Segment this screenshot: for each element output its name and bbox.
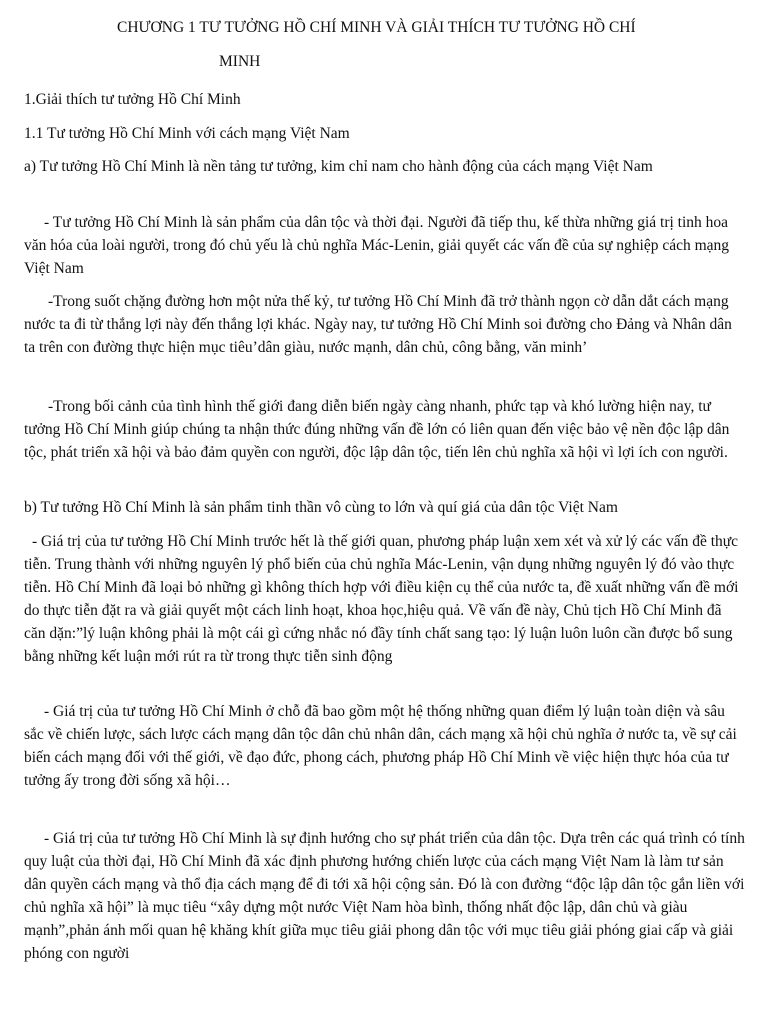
paragraph-b2: - Giá trị của tư tưởng Hồ Chí Minh ở chỗ đã bao gồm một hệ thống những quan điểm lý luận toàn diện và sâu sắc về chiến lược, sách lược cách mạng dân tộc dân chủ nhân dân, cách mạng xã hội chủ nghĩa ở nước ta, về sự cải biến cách mạng đối với thế giới, về đạo đức, phong cách, phương pháp Hồ Chí Minh về việc hiện thực hóa của tư tưởng ấy trong đời sống xã hội… <box>24 703 737 789</box>
list-item-a: a) Tư tưởng Hồ Chí Minh là nền tảng tư tưởng, kim chỉ nam cho hành động của cách mạng Việt Nam <box>24 158 653 175</box>
section-heading-1-1: 1.1 Tư tưởng Hồ Chí Minh với cách mạng Việt Nam <box>24 125 350 142</box>
chapter-title-line-1: CHƯƠNG 1 TƯ TƯỞNG HỒ CHÍ MINH VÀ GIẢI THÍCH TƯ TƯỞNG HỒ CHÍ <box>117 19 636 36</box>
list-item-b: b) Tư tưởng Hồ Chí Minh là sản phẩm tinh thần vô cùng to lớn và quí giá của dân tộc Việt Nam <box>24 499 618 516</box>
paragraph-a2: -Trong suốt chặng đường hơn một nửa thế kỷ, tư tưởng Hồ Chí Minh đã trở thành ngọn cờ dẫn dắt cách mạng nước ta đi từ thắng lợi này đến thắng lợi khác. Ngày nay, tư tưởng Hồ Chí Minh soi đường cho Đảng và Nhân dân ta trên con đường thực hiện mục tiêu’dân giàu, nước mạnh, dân chủ, công bằng, văn minh’ <box>24 293 732 356</box>
chapter-title-line-2: MINH <box>219 53 261 70</box>
paragraph-b1: - Giá trị của tư tưởng Hồ Chí Minh trước hết là thế giới quan, phương pháp luận xem xét và xử lý các vấn đề thực tiễn. Trung thành với những nguyên lý phổ biến của chủ nghĩa Mác-Lenin, vận dụng những nguyên lý đó vào thực tiễn. Hồ Chí Minh đã loại bỏ những gì không thích hợp với điều kiện cụ thể của nước ta, đề xuất những vấn đề mới do thực tiễn đặt ra và giải quyết một cách linh hoạt, khoa học,hiệu quả. Về vấn đề này, Chủ tịch Hồ Chí Minh đã căn dặn:”lý luận không phải là một cái gì cứng nhắc nó đầy tính chất sang tạo: lý luận luôn luôn cần được bổ sung bằng những kết luận mới rút ra từ trong thực tiễn sinh động <box>24 533 739 665</box>
paragraph-a3: -Trong bối cảnh của tình hình thế giới đang diễn biến ngày càng nhanh, phức tạp và khó lường hiện nay, tư tưởng Hồ Chí Minh giúp chúng ta nhận thức đúng những vấn đề lớn có liên quan đến việc bảo vệ nền độc lập dân tộc, phát triển xã hội và bảo đảm quyền con người, độc lập dân tộc, tiến lên chủ nghĩa xã hội vì lợi ích con người. <box>24 398 730 461</box>
section-heading-1: 1.Giải thích tư tưởng Hồ Chí Minh <box>24 91 241 108</box>
paragraph-b3: - Giá trị của tư tưởng Hồ Chí Minh là sự định hướng cho sự phát triển của dân tộc. Dựa trên các quá trình có tính quy luật của thời đại, Hồ Chí Minh đã xác định phương hướng chiến lược của cách mạng Việt Nam là làm tư sản dân quyền cách mạng và thổ địa cách mạng để đi tới xã hội cộng sản. Đó là con đường “độc lập dân tộc gắn liền với chủ nghĩa xã hội” là mục tiêu “xây dựng một nước Việt Nam hòa bình, thống nhất độc lập, dân chủ và giàu mạnh”,phản ánh mối quan hệ khăng khít giữa mục tiêu giải phong dân tộc với mục tiêu giải phóng giai cấp và giải phóng con người <box>24 830 745 962</box>
paragraph-a1: - Tư tưởng Hồ Chí Minh là sản phẩm của dân tộc và thời đại. Người đã tiếp thu, kế thừa những giá trị tinh hoa văn hóa của loài người, trong đó chủ yếu là chủ nghĩa Mác-Lenin, giải quyết các vấn đề của sự nghiệp cách mạng Việt Nam <box>24 214 730 277</box>
